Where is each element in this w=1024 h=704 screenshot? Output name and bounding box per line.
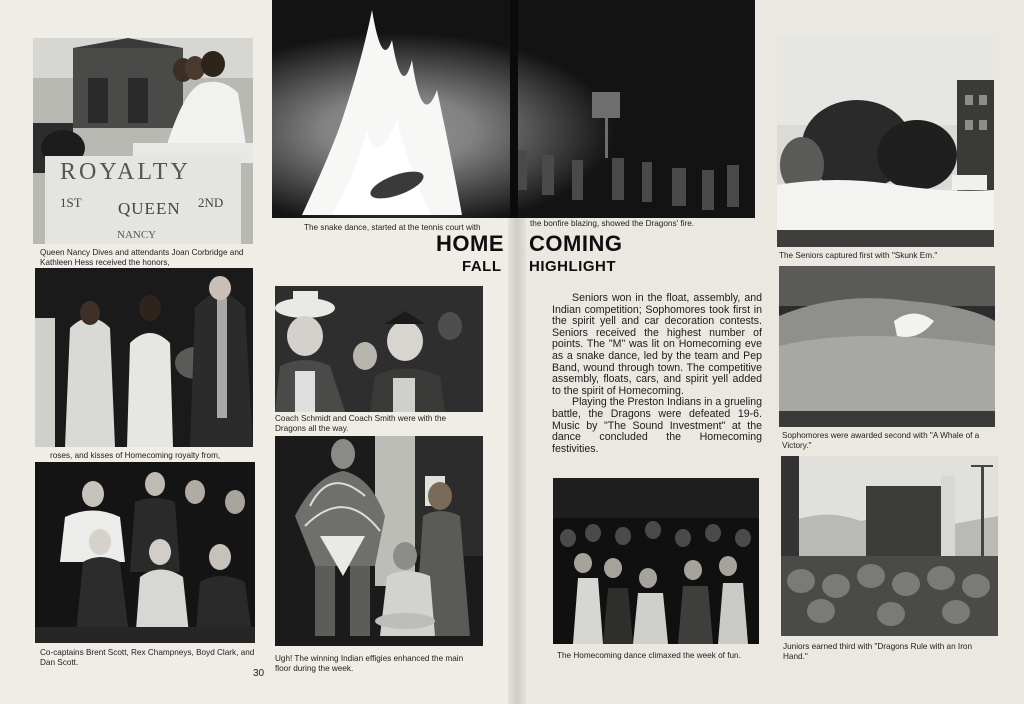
title-fall: FALL bbox=[462, 258, 502, 275]
title-home: HOME bbox=[436, 231, 504, 256]
title-coming: COMING bbox=[529, 231, 623, 256]
photo-juniors-float bbox=[781, 456, 998, 636]
photo-co-captains bbox=[35, 462, 255, 643]
caption-coaches: Coach Schmidt and Coach Smith were with the Dragons all the way. bbox=[275, 414, 447, 433]
caption-sophomores-float: Sophomores were awarded second with "A Whale of a Victory." bbox=[782, 431, 980, 450]
float-sign-line3: QUEEN bbox=[118, 199, 181, 218]
caption-effigies: Ugh! The winning Indian effigies enhanced the main floor during the week. bbox=[275, 654, 464, 673]
photo-sophomores-float bbox=[779, 266, 995, 427]
caption-roses: roses, and kisses of Homecoming royalty from, bbox=[50, 451, 221, 460]
article-paragraph-2: Playing the Preston Indians in a grueling battle, the Dragons were defeated 19-6. Music by "The Sound Investment" at the dance concluded the Homecoming festivities. bbox=[552, 396, 762, 455]
caption-royalty: Queen Nancy Dives and attendants Joan Corbridge and Kathleen Hess received the honors, bbox=[40, 248, 244, 267]
photo-bonfire bbox=[272, 0, 755, 218]
photo-seniors-float bbox=[777, 35, 994, 247]
caption-juniors-float: Juniors earned third with "Dragons Rule with an Iron Hand." bbox=[783, 642, 973, 661]
caption-dance: The Homecoming dance climaxed the week of fun. bbox=[557, 651, 741, 660]
photo-coaches bbox=[275, 286, 483, 412]
float-sign-line1: ROYALTY bbox=[60, 159, 191, 185]
float-sign-line5: NANCY bbox=[117, 229, 157, 241]
float-sign-line2: 1ST bbox=[60, 195, 82, 210]
float-sign-line4: 2ND bbox=[198, 195, 224, 210]
article-body bbox=[552, 293, 762, 455]
page-number: 30 bbox=[253, 668, 265, 679]
photo-royalty-roses bbox=[35, 268, 253, 447]
caption-co-captains: Co-captains Brent Scott, Rex Champneys, Boyd Clark, and Dan Scott. bbox=[40, 648, 255, 667]
photo-effigies bbox=[275, 436, 483, 646]
title-highlight: HIGHLIGHT bbox=[529, 258, 616, 275]
caption-seniors-float: The Seniors captured first with "Skunk Em." bbox=[779, 251, 938, 260]
article-paragraph-1: Seniors won in the float, assembly, and Indian competition; Sophomores took first in the spirit yell and car decoration contests. Seniors received the highest number of points. The "M" was lit on Homecoming eve as a snake dance, led by the team and Pep Band, wound through town. The competitive assembly, floats, cars, and spirit yell added to the spirit of Homecoming. bbox=[552, 292, 762, 397]
photo-homecoming-dance bbox=[553, 478, 759, 644]
caption-bonfire-left: The snake dance, started at the tennis court with bbox=[304, 223, 481, 232]
caption-bonfire-right: the bonfire blazing, showed the Dragons' fire. bbox=[530, 219, 695, 228]
